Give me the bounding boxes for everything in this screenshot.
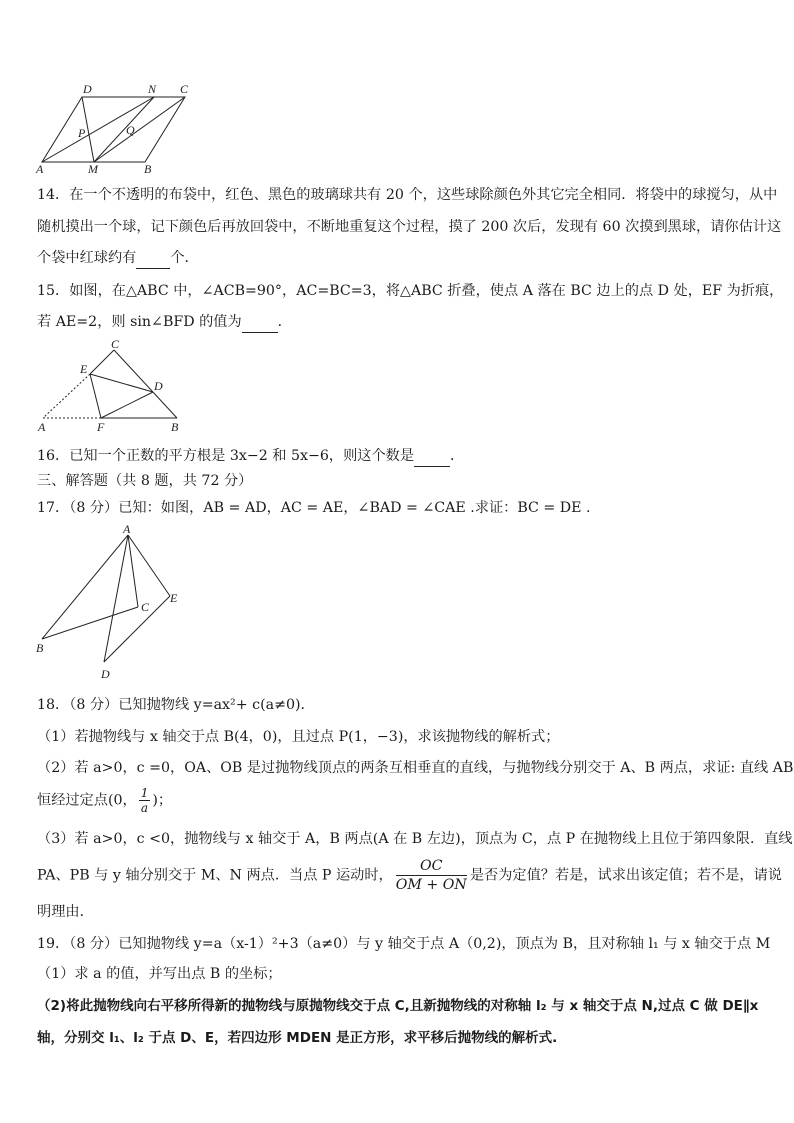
q18-part2-line1: （2）若 a>0，c =0，OA、OB 是过抛物线顶点的两条互相垂直的直线，与抛物线分别交于 A、B 两点，求证: 直线 AB [37,760,794,776]
q19-part2-line1: （2)将此抛物线向右平移所得新的抛物线与原抛物线交于点 C,且新抛物线的对称轴 l₂ 与 x 轴交于点 N,过点 C 做 DE∥x [37,998,759,1014]
q18-part3-pre: PA、PB 与 y 轴分别交于 M、N 两点．当点 P 运动时， [37,867,393,884]
q19-intro: 19．（8 分）已知抛物线 y=a（x-1）²+3（a≠0）与 y 轴交于点 A（0,2)，顶点为 B，且对称轴 l₁ 与 x 轴交于点 M [37,936,771,952]
q16-text: 16．已知一个正数的平方根是 3x−2 和 5x−6，则这个数是 [37,448,415,464]
label-F: F [97,420,105,434]
label-N: N [148,82,157,96]
q18-part3-line2 [37,857,782,894]
q19-part1: （1）求 a 的值，并写出点 B 的坐标； [37,966,282,982]
label-D: D [83,82,92,96]
label-Q: Q [126,123,135,137]
q15-line1: 15．如图，在△ABC 中，∠ACB=90°，AC=BC=3，将△ABC 折叠，使点 A 落在 BC 边上的点 D 处，EF 为折痕， [37,283,784,299]
q14-line2: 随机摸出一个球，记下颜色后再放回袋中，不断地重复这个过程，摸了 200 次后，发现有 60 次摸到黑球，请你估计这 [37,219,782,235]
label-M: M [88,162,98,176]
q14-line3-text: 个袋中红球约有 [37,250,137,266]
fraction-denominator: OM + ON [395,877,467,893]
q16-line1 [37,446,464,467]
section-heading: 三、解答题（共 8 题，共 72 分） [37,473,253,489]
parallelogram-figure [30,78,230,176]
label-C: C [141,600,150,614]
q15-line2 [37,312,292,333]
q19-part2-line2: 轴，分别交 l₁、l₂ 于点 D、E，若四边形 MDEN 是正方形，求平移后抛物线的解析式. [37,1030,558,1046]
q14-line3-end: 个． [170,250,199,266]
fraction-denominator: a [140,801,149,815]
q18-part2-line2 [37,786,172,815]
fraction-numerator: 1 [140,786,149,800]
answer-blank [242,312,278,333]
q17-text: 17．（8 分）已知：如图，AB = AD，AC = AE，∠BAD = ∠CAE .求证：BC = DE . [37,500,591,516]
answer-blank [136,248,170,269]
label-P: P [78,126,86,140]
q18-part1: （1）若抛物线与 x 轴交于点 B(4，0)，且过点 P(1，−3)，求该抛物线的解析式； [37,729,560,745]
label-B: B [144,162,152,176]
label-E: E [170,591,178,605]
label-B: B [36,641,44,655]
q18-part2-pre: 恒经过定点(0， [37,792,137,809]
q15-line2-text: 若 AE=2，则 sin∠BFD 的值为 [37,314,242,330]
label-C: C [111,337,120,351]
label-E: E [80,362,88,376]
fraction-oc-over-om-on [396,857,467,894]
fraction-numerator: OC [396,857,467,876]
q16-end: ． [450,448,465,464]
answer-blank [414,446,450,467]
q18-part3-line3: 明理由． [37,904,94,920]
label-C: C [180,82,189,96]
q15-line2-end: ． [277,314,292,330]
fraction-1-over-a [139,786,151,815]
q18-part2-post: )； [152,792,173,809]
label-D: D [101,667,110,681]
label-B: B [171,420,179,434]
label-A: A [123,522,131,536]
q18-part3-post: 是否为定值？若是，试求出该定值；若不是，请说 [469,867,782,884]
q18-intro: 18．（8 分）已知抛物线 y=ax²+ c(a≠0)． [37,697,315,713]
q18-part3-line1: （3）若 a>0，c <0，抛物线与 x 轴交于 A，B 两点(A 在 B 左边)，顶点为 C，点 P 在抛物线上且位于第四象限．直线 [37,831,793,847]
label-D: D [154,379,163,393]
q14-line1: 14．在一个不透明的布袋中，红色、黑色的玻璃球共有 20 个，这些球除颜色外其它完全相同．将袋中的球搅匀，从中 [37,187,778,203]
congruence-figure [30,522,190,682]
q14-line3 [37,248,199,269]
label-A: A [38,420,46,434]
fold-triangle-figure [30,336,190,436]
label-A: A [36,162,44,176]
